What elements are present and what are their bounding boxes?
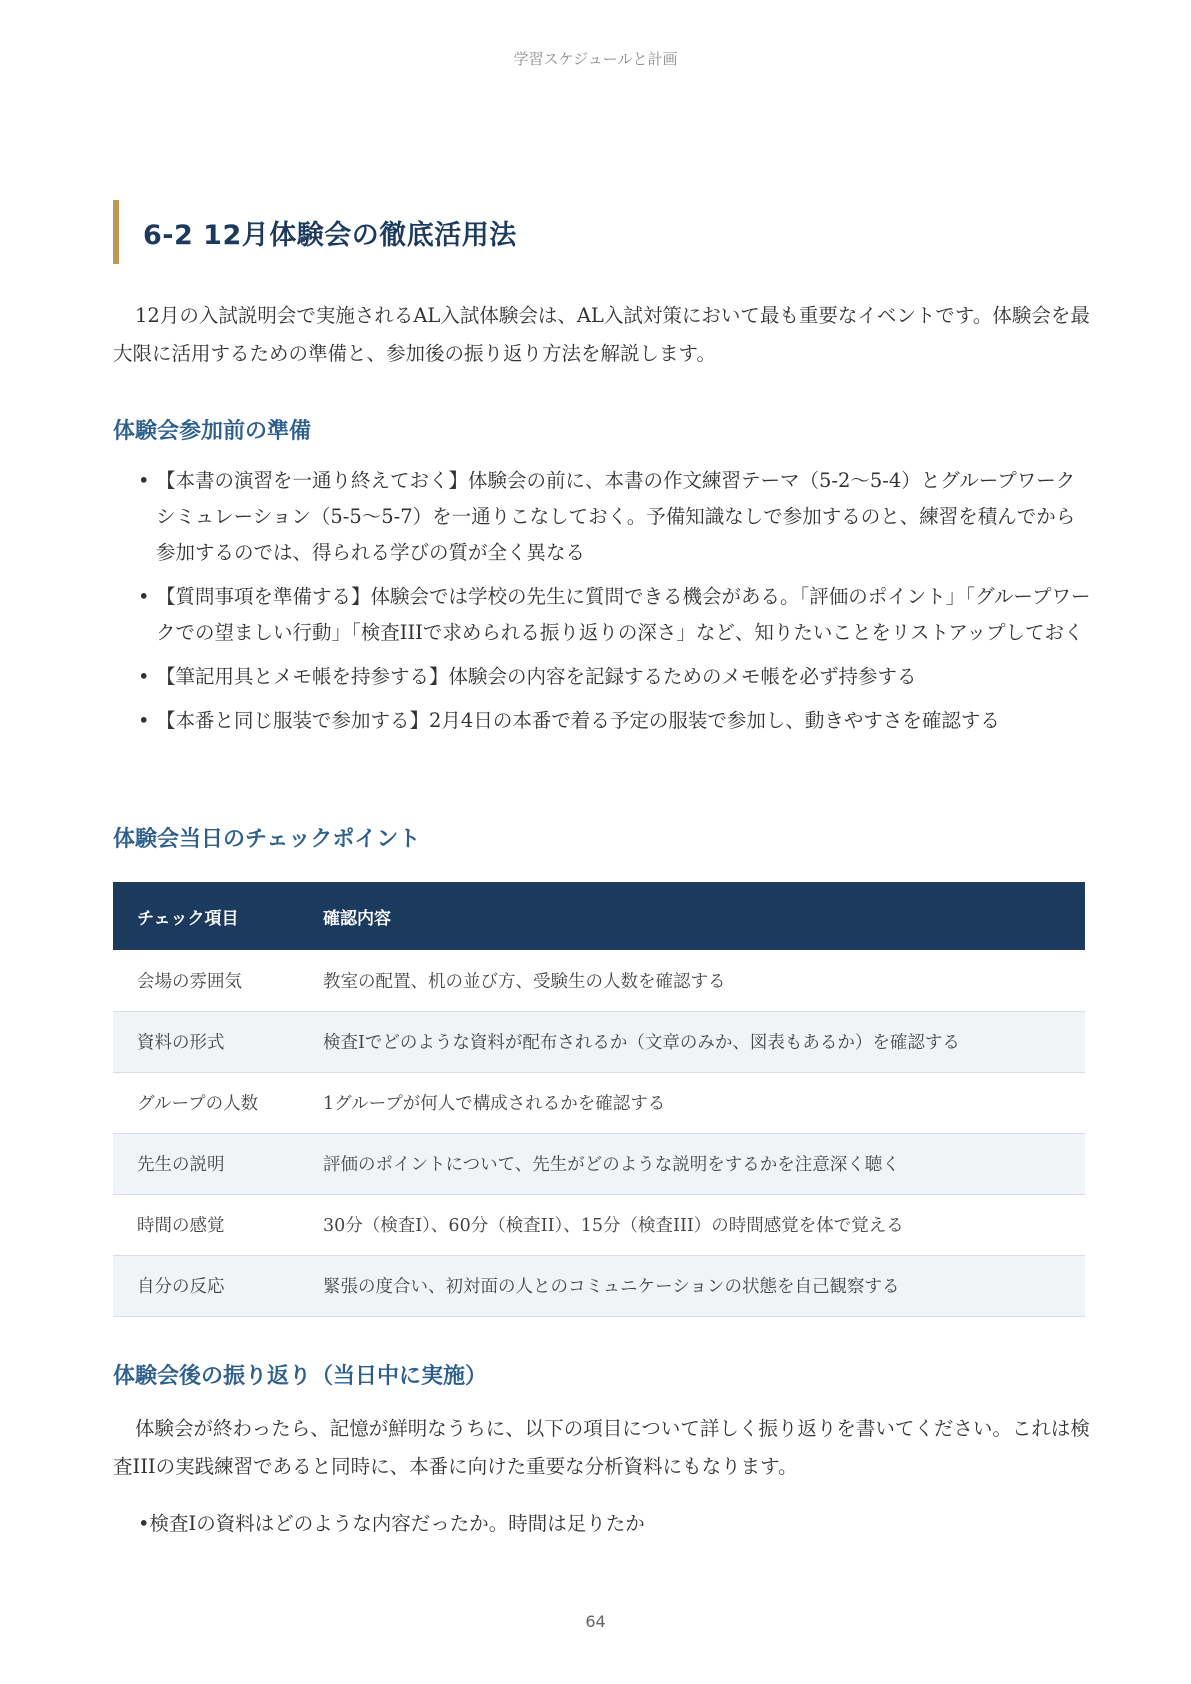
- reflection-paragraph: 体験会が終わったら、記憶が鮮明なうちに、以下の項目について詳しく振り返りを書いてください。これは検査IIIの実践練習であると同時に、本番に向けた重要な分析資料にもなります。: [113, 1417, 1090, 1478]
- list-item: [138, 659, 1093, 695]
- bullet-icon: •: [138, 585, 150, 608]
- list-item-text: 検査Iの資料はどのような内容だったか。時間は足りたか: [149, 1512, 645, 1535]
- table-cell-content: 1グループが何人で構成されるかを確認する: [307, 1072, 1085, 1133]
- list-item: [138, 463, 1093, 571]
- table-row: [113, 1194, 1085, 1255]
- table-cell-content: 評価のポイントについて、先生がどのような説明をするかを注意深く聴く: [307, 1133, 1085, 1194]
- table-cell-item: グループの人数: [113, 1072, 307, 1133]
- list-item-text: 【質問事項を準備する】体験会では学校の先生に質問できる機会がある。「評価のポイント」「グループワークでの望ましい行動」「検査IIIで求められる振り返りの深さ」など、知りたいことをリストアップしておく: [156, 585, 1091, 644]
- table-row: [113, 1072, 1085, 1133]
- bullet-icon: •: [138, 709, 150, 732]
- table-cell-item: 時間の感覚: [113, 1194, 307, 1255]
- bullet-icon: •: [138, 665, 150, 688]
- reflection-list-item: [138, 1506, 645, 1542]
- running-header: 学習スケジュールと計画: [513, 50, 678, 68]
- preparation-list: [138, 463, 1093, 747]
- bullet-icon: •: [138, 1512, 150, 1535]
- table-cell-item: 自分の反応: [113, 1255, 307, 1316]
- table-cell-content: 30分（検査I）、60分（検査II）、15分（検査III）の時間感覚を体で覚える: [307, 1194, 1085, 1255]
- table-cell-content: 緊張の度合い、初対面の人とのコミュニケーションの状態を自己観察する: [307, 1255, 1085, 1316]
- list-item: [138, 703, 1093, 739]
- table-cell-item: 先生の説明: [113, 1133, 307, 1194]
- list-item: [138, 579, 1093, 651]
- list-item-text: 【筆記用具とメモ帳を持参する】体験会の内容を記録するためのメモ帳を必ず持参する: [156, 665, 917, 688]
- intro-paragraph: 12月の入試説明会で実施されるAL入試体験会は、AL入試対策において最も重要なイベントです。体験会を最大限に活用するための準備と、参加後の振り返り方法を解説します。: [113, 304, 1090, 365]
- section-heading-preparation: 体験会参加前の準備: [113, 419, 312, 444]
- list-item-text: 【本書の演習を一通り終えておく】体験会の前に、本書の作文練習テーマ（5-2〜5-4）とグループワークシミュレーション（5-5〜5-7）を一通りこなしておく。予備知識なしで参加するのと、練習を積んでから参加するのでは、得られる学びの質が全く異なる: [156, 469, 1076, 564]
- table-row: [113, 950, 1085, 1011]
- table-cell-item: 資料の形式: [113, 1011, 307, 1072]
- table-cell-content: 教室の配置、机の並び方、受験生の人数を確認する: [307, 950, 1085, 1011]
- column-header-content: 確認内容: [307, 882, 1085, 950]
- page-number: 64: [585, 1612, 606, 1631]
- checkpoint-table: [113, 882, 1085, 1317]
- table-row: [113, 1255, 1085, 1316]
- list-item-text: 【本番と同じ服装で参加する】2月4日の本番で着る予定の服装で参加し、動きやすさを確認する: [156, 709, 1000, 732]
- table-header-row: [113, 882, 1085, 950]
- section-heading-reflection: 体験会後の振り返り（当日中に実施）: [113, 1364, 488, 1389]
- chapter-title: 6-2 12月体験会の徹底活用法: [113, 200, 1093, 264]
- table-row: [113, 1133, 1085, 1194]
- table-cell-content: 検査Iでどのような資料が配布されるか（文章のみか、図表もあるか）を確認する: [307, 1011, 1085, 1072]
- section-heading-checkpoints: 体験会当日のチェックポイント: [113, 827, 421, 852]
- table-row: [113, 1011, 1085, 1072]
- bullet-icon: •: [138, 469, 150, 492]
- column-header-item: チェック項目: [113, 882, 307, 950]
- table-cell-item: 会場の雰囲気: [113, 950, 307, 1011]
